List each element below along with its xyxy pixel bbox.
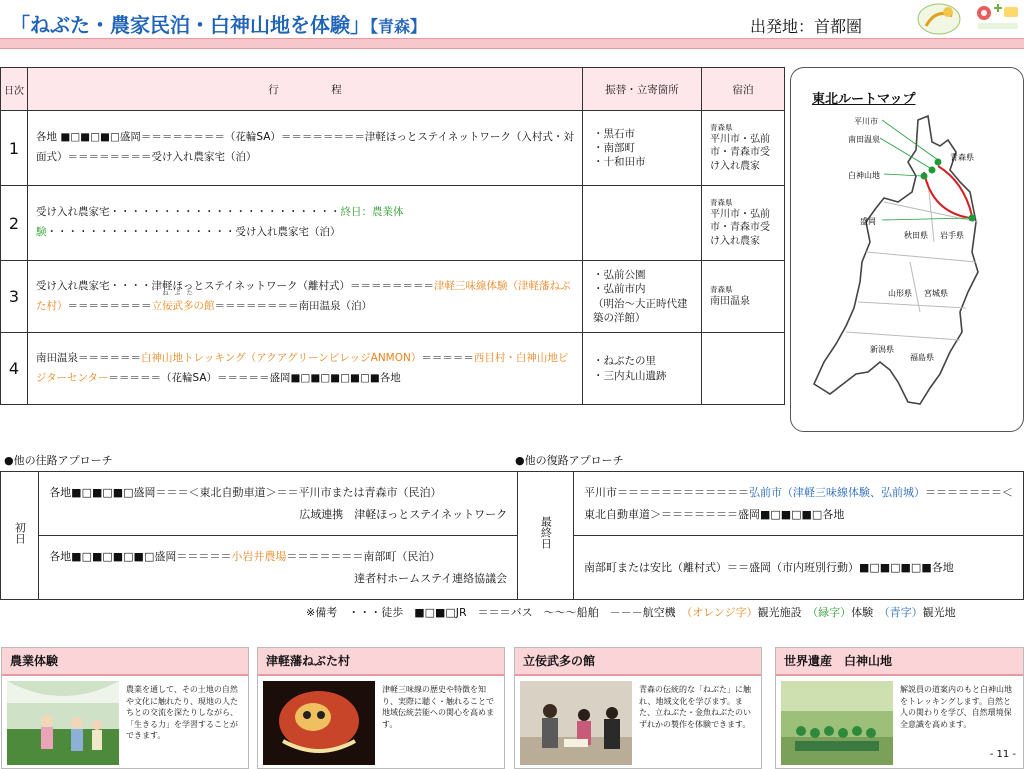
- panel-title: 世界遺産 白神山地: [776, 648, 1023, 676]
- map-prefecture-label: 岩手県: [940, 231, 964, 240]
- column-header-route: 行 程: [28, 68, 583, 111]
- route-segment-experience: 終日：農業体験: [36, 206, 404, 238]
- prefecture-label: 【青森】: [370, 17, 427, 36]
- stay-cell: [702, 261, 785, 333]
- route-segment: ＝＝＝＝＝＝＝＝南田温泉（泊）: [214, 299, 372, 312]
- route-segment: ＝＝＝＝＝（花輪SA）＝＝＝＝＝盛岡■□■□■□■□■各地: [108, 371, 401, 384]
- photo-nebuta-float: [263, 681, 375, 765]
- route-segment: 受け入れ農家宅・・・・津軽ほっとステイネットワーク（離村式）＝＝＝＝＝＝＝＝: [36, 279, 434, 292]
- panel-title: 立佞武多の館: [515, 648, 761, 676]
- route-segment-facility: 津軽三味線体験（津軽藩ねぶた村）: [36, 279, 571, 312]
- stops-cell: [583, 333, 702, 405]
- route-segment: ・・・・・・・・・・・・・・・・・・受け入れ農家宅（泊）: [46, 226, 341, 238]
- route-segment-facility: 立佞武多の館: [151, 299, 215, 312]
- map-prefecture-label: 山形県: [888, 289, 912, 298]
- page-number: - 11 -: [989, 749, 1016, 760]
- route-segment: ＝＝＝＝＝＝＝＝: [67, 299, 152, 312]
- stop-item: ・黒石市: [593, 127, 635, 140]
- outbound-route-cell: [39, 536, 518, 600]
- stops-cell: [583, 111, 702, 186]
- stay-cell: [702, 111, 785, 186]
- stops-cell: [583, 186, 702, 261]
- panel-title: 津軽藩ねぶた村: [258, 648, 504, 676]
- column-header-stay: 宿泊: [702, 68, 785, 111]
- map-prefecture-label: 新潟県: [870, 345, 894, 354]
- table-row: [1, 111, 785, 186]
- map-title: 東北ルートマップ: [812, 92, 916, 107]
- day-number: 4: [1, 333, 28, 405]
- map-place-label: 白神山地: [848, 171, 880, 180]
- table-row: [1, 333, 785, 405]
- route-organizer: 広域連携 津軽ほっとステイネットワーク: [299, 507, 508, 521]
- feature-panel: [257, 647, 505, 769]
- route-description: [28, 111, 583, 186]
- photo-farm-experience: [7, 681, 119, 765]
- panel-description: 津軽三味線の歴史や特徴を知り、実際に聴く・触れることで地域伝統芸能への関心を高めます。: [382, 685, 494, 729]
- column-header-stops: 振替・立寄箇所: [583, 68, 702, 111]
- panel-title: 農業体験: [2, 648, 248, 676]
- stop-item: （明治～大正時代建築の洋館）: [593, 297, 688, 324]
- map-prefecture-label: 福島県: [910, 353, 934, 362]
- panel-description: 解説員の道案内のもと白神山地をトレッキングします。自然と人の関わりを学び、自然環境保全意識を高めます。: [900, 685, 1012, 729]
- route-segment-facility: 白神山地トレッキング（アクアグリーンビレッジANMON）: [141, 351, 422, 364]
- outbound-approach-heading: ●他の往路アプローチ: [4, 454, 113, 467]
- page-title: 「ねぶた・農家民泊・白神山地を体験」【青森】: [10, 13, 427, 37]
- outbound-day-label: 初日: [1, 472, 39, 600]
- route-line-text: 南部町または安比（離村式）＝＝盛岡（市内班別行動）■□■□■□■各地: [583, 560, 954, 574]
- return-day-label: 最終日: [518, 472, 574, 600]
- map-place-label: 平川市: [854, 117, 878, 126]
- map-place-label: 盛岡: [860, 217, 876, 226]
- stay-place: 南田温泉: [710, 295, 750, 307]
- stay-cell: [702, 333, 785, 405]
- logo-icon: [916, 2, 962, 36]
- day-number: 3: [1, 261, 28, 333]
- photo-shirakami-trekking: [781, 681, 893, 765]
- day-number: 2: [1, 186, 28, 261]
- stop-item: ・十和田市: [593, 156, 646, 169]
- return-route-cell: [573, 472, 1023, 536]
- route-line-text: ＝＝＝＝＝＝＝＜東北自動車道＞＝＝＝＝＝＝＝盛岡■□■□■□各地: [583, 485, 1013, 521]
- departure-label: 出発地：首都圏: [750, 17, 863, 36]
- route-segment-facility: 小岩井農場: [231, 549, 287, 563]
- table-row: [1, 261, 785, 333]
- return-route-cell: [573, 536, 1023, 600]
- table-header-row: [1, 68, 785, 111]
- legend-note: ※備考 ・・・徒歩 ■□■□JR ＝＝＝バス ～～～船舶 －－－航空機 （オレンジ字）観光施設 （緑字）体験 （青字）観光地: [306, 606, 956, 619]
- stay-prefecture: 青森県: [710, 122, 733, 132]
- stay-place: 平川市・弘前市・青森市受け入れ農家: [710, 208, 770, 247]
- stay-place: 平川市・弘前市・青森市受け入れ農家: [710, 133, 770, 172]
- route-description: [28, 333, 583, 405]
- tohoku-route-map: [800, 112, 1010, 412]
- map-prefecture-label: 秋田県: [904, 231, 928, 240]
- map-prefecture-label: 宮城県: [924, 289, 948, 298]
- feature-panel: [514, 647, 762, 769]
- stop-item: ・ねぶたの里: [593, 355, 656, 368]
- route-line-text: 平川市＝＝＝＝＝＝＝＝＝＝＝＝: [583, 485, 749, 499]
- route-description: [28, 186, 583, 261]
- photo-nebuta-workshop: [520, 681, 632, 765]
- stops-cell: [583, 261, 702, 333]
- route-organizer: 達者村ホームステイ連絡協議会: [354, 571, 508, 585]
- stop-item: ・弘前公園: [593, 269, 646, 282]
- feature-panel: [775, 647, 1024, 769]
- route-segment: 受け入れ農家宅・・・・・・・・・・・・・・・・・・・・・・: [36, 206, 341, 219]
- stop-item: ・弘前市内: [593, 283, 646, 296]
- stop-item: ・三内丸山遺跡: [593, 369, 667, 382]
- route-segment: 南田温泉＝＝＝＝＝＝: [36, 351, 141, 364]
- header-divider: [0, 38, 1024, 49]
- day-number: 1: [1, 111, 28, 186]
- panel-description: 青森の伝統的な「ねぶた」に触れ、地域文化を学びます。また、立ねぶた・金魚ねぶたのいずれかの製作を体験できます。: [639, 685, 751, 729]
- table-row: [1, 472, 1024, 536]
- route-segment: ＝＝＝＝＝: [421, 351, 474, 364]
- route-segment: 各地 ■□■□■□盛岡＝＝＝＝＝＝＝＝（花輪SA）＝＝＝＝＝＝＝＝津軽ほっとステイネットワーク（入村式・対面式）＝＝＝＝＝＝＝＝受け入れ農家宅（泊）: [36, 131, 574, 163]
- ruby-reading: ねぷた: [162, 289, 199, 297]
- approach-table: [0, 471, 1024, 600]
- return-approach-heading: ●他の復路アプローチ: [515, 454, 624, 467]
- route-line-text: 各地■□■□■□■□盛岡＝＝＝＝＝小岩井農場＝＝＝＝＝＝＝南部町（民泊）: [49, 549, 441, 563]
- route-segment-facility: 西目村・白神山地ビジターセンター: [36, 351, 569, 384]
- map-place-label: 南田温泉: [848, 135, 880, 144]
- stay-prefecture: 青森県: [710, 284, 733, 294]
- stay-prefecture: 青森県: [710, 197, 733, 207]
- stop-item: ・南部町: [593, 141, 635, 154]
- column-header-day: 日次: [1, 68, 28, 111]
- map-prefecture-label: 青森県: [950, 153, 974, 162]
- itinerary-table: [0, 67, 785, 405]
- table-row: [1, 536, 1024, 600]
- route-description: [28, 261, 583, 333]
- route-line-text: 各地■□■□■□盛岡＝＝＝＜東北自動車道＞＝＝平川市または青森市（民泊）: [49, 485, 442, 499]
- stay-cell: [702, 186, 785, 261]
- panel-description: 農業を通して、その土地の自然や文化に触れたり、現地の人たちとの交流を深たりしながら、「生きる力」を学習することができます。: [126, 685, 238, 741]
- feature-panel: [1, 647, 249, 769]
- logo-icon: [974, 1, 1022, 35]
- table-row: [1, 186, 785, 261]
- route-segment-sightseeing: 弘前市（津軽三味線体験、弘前城）: [748, 485, 925, 499]
- outbound-route-cell: [39, 472, 518, 536]
